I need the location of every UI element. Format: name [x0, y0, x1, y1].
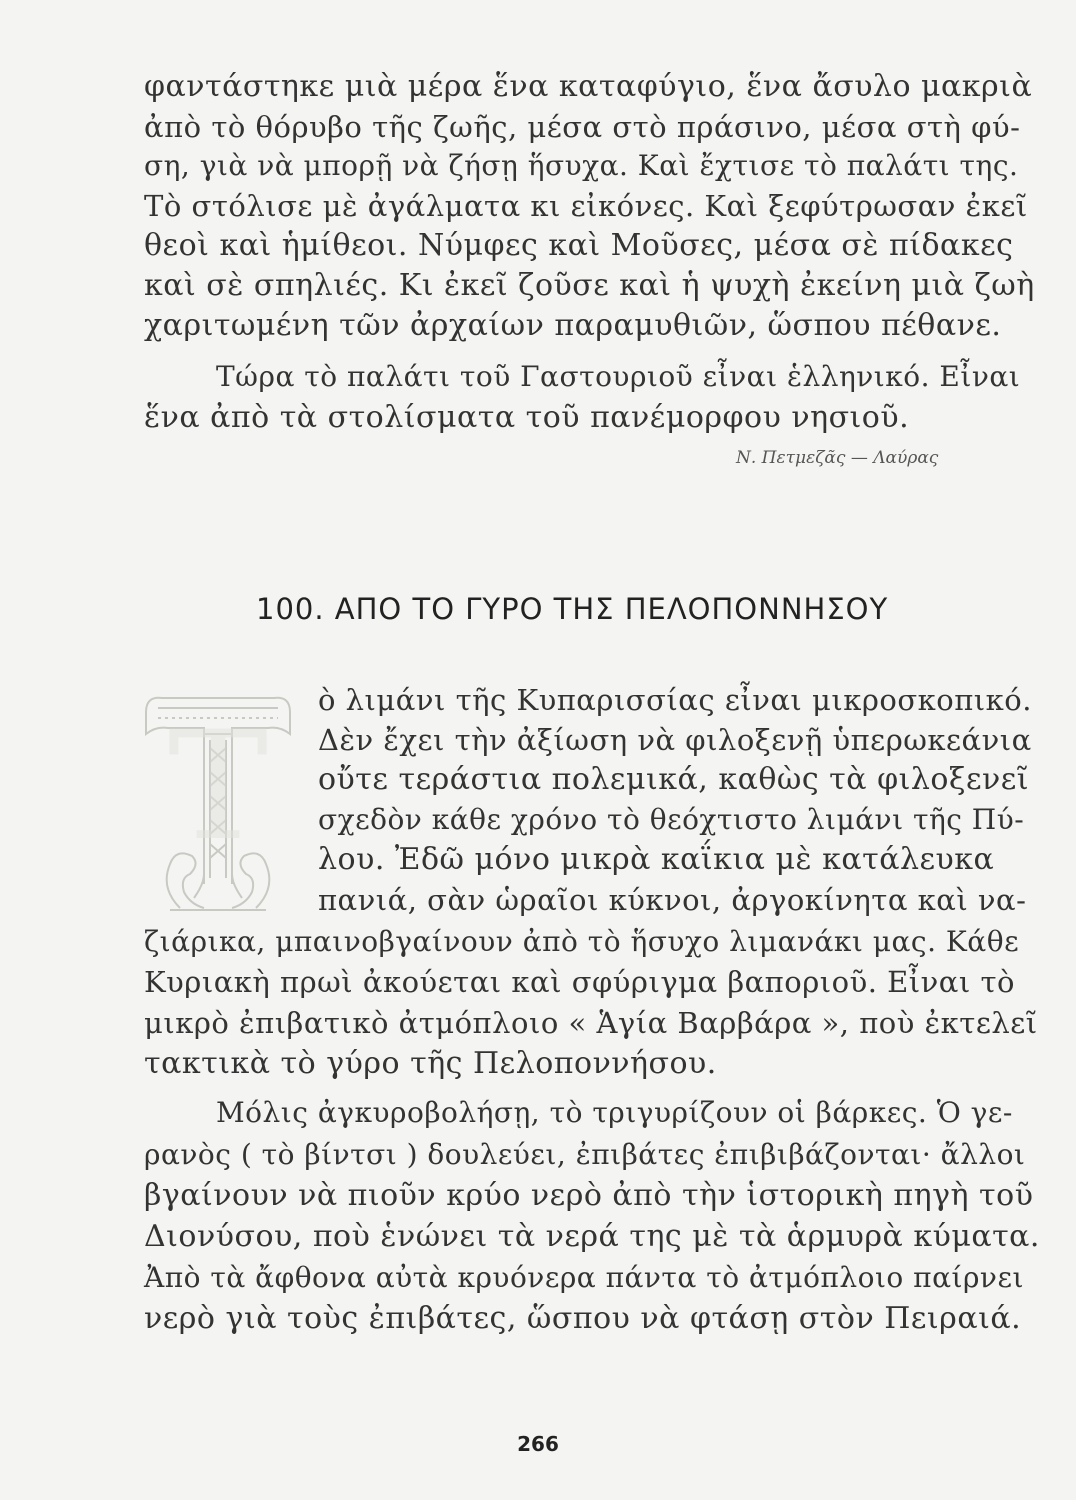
text-line: Τώρα τὸ παλάτι τοῦ Γαστουριοῦ εἶναι ἑλληνικό. Εἶναι — [216, 360, 1021, 393]
author-signature: Ν. Πετμεζᾶς — Λαύρας — [736, 448, 939, 468]
text-line: μικρὸ ἐπιβατικὸ ἀτμόπλοιο « Ἁγία Βαρβάρα », ποὺ ἐκτελεῖ — [144, 1006, 1038, 1040]
text-line: ἀπὸ τὸ θόρυβο τῆς ζωῆς, μέσα στὸ πράσινο, μέσα στὴ φύ- — [144, 110, 1021, 144]
text-line: βγαίνουν νὰ πιοῦν κρύο νερὸ ἀπὸ τὴν ἱστορικὴ πηγὴ τοῦ — [144, 1178, 1034, 1213]
text-line: Κυριακὴ πρωὶ ἀκούεται καὶ σφύριγμα βαποριοῦ. Εἶναι τὸ — [144, 965, 1015, 999]
text-line: λου. Ἐδῶ μόνο μικρὰ καΐκια μὲ κατάλευκα — [318, 842, 995, 877]
drop-cap-ornament-icon — [140, 688, 296, 916]
text-line: ρανὸς ( τὸ βίντσι ) δουλεύει, ἐπιβάτες ἐπιβιβάζονται· ἄλλοι — [144, 1138, 1026, 1171]
text-line: ζιάρικα, μπαινοβγαίνουν ἀπὸ τὸ ἥσυχο λιμανάκι μας. Κάθε — [144, 925, 1020, 958]
text-line: Δὲν ἔχει τὴν ἀξίωση νὰ φιλοξενῇ ὑπερωκεάνια — [318, 723, 1032, 757]
text-line: Μόλις ἀγκυροβολήσῃ, τὸ τριγυρίζουν οἱ βάρκες. Ὁ γε- — [216, 1096, 1013, 1129]
text-line: ὸ λιμάνι τῆς Κυπαρισσίας εἶναι μικροσκοπικό. — [318, 683, 1032, 717]
text-line: πανιά, σὰν ὡραῖοι κύκνοι, ἀργοκίνητα καὶ να- — [318, 883, 1027, 917]
text-line: οὔτε τεράστια πολεμικά, καθὼς τὰ φιλοξενεῖ — [318, 762, 1030, 797]
text-line: Τὸ στόλισε μὲ ἀγάλματα κι εἰκόνες. Καὶ ξεφύτρωσαν ἐκεῖ — [144, 189, 1028, 223]
text-line: σχεδὸν κάθε χρόνο τὸ θεόχτιστο λιμάνι τῆς Πύ- — [318, 803, 1025, 836]
text-line: Ἀπὸ τὰ ἄφθονα αὐτὰ κρυόνερα πάντα τὸ ἀτμόπλοιο παίρνει — [144, 1261, 1024, 1294]
text-line: ση, γιὰ νὰ μπορῇ νὰ ζήσῃ ἥσυχα. Καὶ ἔχτισε τὸ παλάτι της. — [144, 149, 1019, 182]
chapter-heading: 100. ΑΠΟ ΤΟ ΓΥΡΟ ΤΗΣ ΠΕΛΟΠΟΝΝΗΣΟΥ — [256, 592, 889, 626]
text-line: φαντάστηκε μιὰ μέρα ἕνα καταφύγιο, ἕνα ἄσυλο μακριὰ — [144, 69, 1033, 104]
ornamental-drop-cap — [140, 688, 296, 916]
text-line: καὶ σὲ σπηλιές. Κι ἐκεῖ ζοῦσε καὶ ἡ ψυχὴ ἐκείνη μιὰ ζωὴ — [144, 268, 1035, 303]
text-line: τακτικὰ τὸ γύρο τῆς Πελοποννήσου. — [144, 1046, 717, 1081]
page-number: 266 — [517, 1432, 559, 1456]
text-line: Διονύσου, ποὺ ἑνώνει τὰ νερά της μὲ τὰ ἁρμυρὰ κύματα. — [144, 1219, 1040, 1254]
text-line: χαριτωμένη τῶν ἀρχαίων παραμυθιῶν, ὥσπου πέθανε. — [144, 308, 1002, 343]
drop-cap-letter: Τ — [167, 700, 269, 874]
text-line: θεοὶ καὶ ἡμίθεοι. Νύμφες καὶ Μοῦσες, μέσα σὲ πίδακες — [144, 228, 1014, 263]
text-line: ἕνα ἀπὸ τὰ στολίσματα τοῦ πανέμορφου νησιοῦ. — [144, 400, 910, 435]
text-line: νερὸ γιὰ τοὺς ἐπιβάτες, ὥσπου νὰ φτάσῃ στὸν Πειραιά. — [144, 1301, 1022, 1336]
